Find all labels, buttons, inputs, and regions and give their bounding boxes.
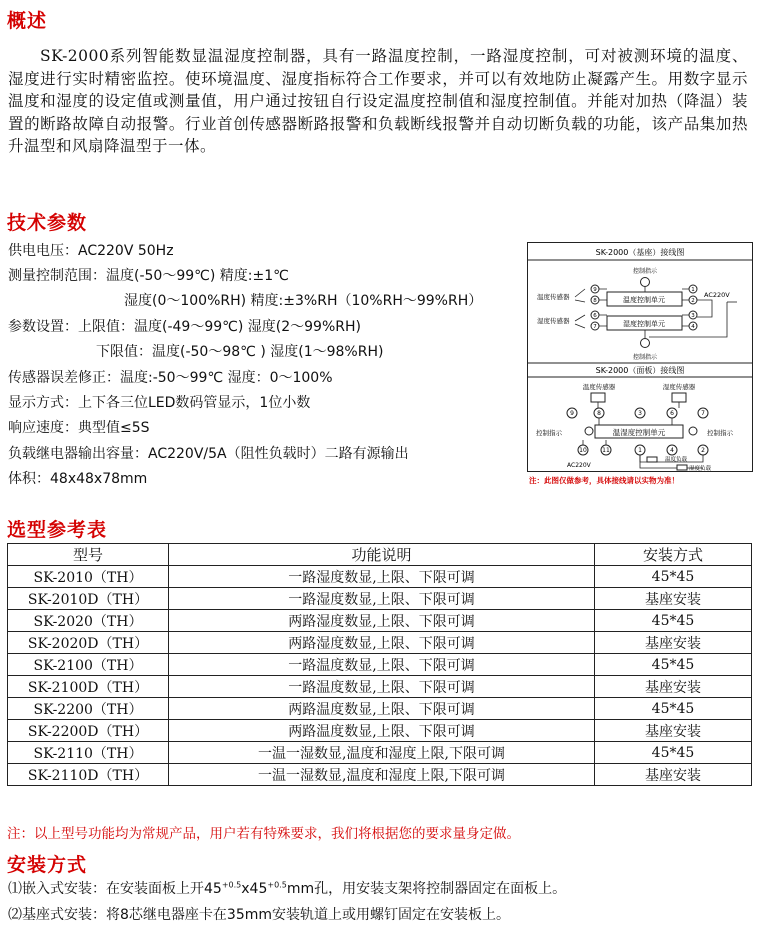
- function-cell: 两路湿度数显,上限、下限可调: [169, 632, 595, 654]
- diagram-hum-sensor-label: 湿度传感器: [537, 317, 570, 325]
- install-cell: 基座安装: [595, 720, 752, 742]
- diagram-control-indicator-bottom: 控制指示: [632, 354, 658, 361]
- model-cell: SK-2110（TH）: [8, 742, 169, 764]
- svg-text:4: 4: [670, 447, 674, 454]
- selection-heading: 选型参考表: [7, 519, 108, 541]
- model-cell: SK-2200D（TH）: [8, 720, 169, 742]
- install-cell: 45*45: [595, 610, 752, 632]
- column-header-function: 功能说明: [169, 544, 595, 566]
- selection-note: 注：以上型号功能均为常规产品，用户若有特殊要求，我们将根据您的要求量身定做。: [7, 826, 520, 842]
- function-cell: 两路温度数显,上限、下限可调: [169, 720, 595, 742]
- svg-text:4: 4: [691, 324, 695, 330]
- table-row: [8, 610, 752, 632]
- diagram-hum-load: 湿度负载: [689, 466, 712, 472]
- install-embed-text-c: mm孔，用安装支架将控制器固定在面板上。: [286, 881, 567, 897]
- column-header-model: 型号: [8, 544, 169, 566]
- install-cell: 基座安装: [595, 632, 752, 654]
- model-cell: SK-2100（TH）: [8, 654, 169, 676]
- install-cell: 45*45: [595, 654, 752, 676]
- column-header-install: 安装方式: [595, 544, 752, 566]
- model-cell: SK-2100D（TH）: [8, 676, 169, 698]
- svg-text:2: 2: [691, 298, 695, 304]
- svg-text:7: 7: [701, 410, 705, 417]
- diagram-panel-hum-sensor: 湿度传感器: [662, 383, 696, 391]
- function-cell: 一路温度数显,上限、下限可调: [169, 654, 595, 676]
- diagram-title-base: SK-2000（基座）接线图: [595, 248, 685, 257]
- diagram-power-base: AC220V: [704, 291, 730, 299]
- table-row: [8, 566, 752, 588]
- indicator-lamp-icon: [641, 278, 650, 287]
- install-base-line: ⑵基座式安装：将8芯继电器座卡在35mm安装轨道上或用螺钉固定在安装板上。: [8, 907, 510, 923]
- diagram-combined-unit: 温湿度控制单元: [612, 428, 666, 437]
- install-cell: 45*45: [595, 566, 752, 588]
- function-cell: 一路温度数显,上限、下限可调: [169, 676, 595, 698]
- install-cell: 45*45: [595, 698, 752, 720]
- model-cell: SK-2010D（TH）: [8, 588, 169, 610]
- svg-text:6: 6: [593, 313, 597, 319]
- diagram-power-panel: AC220V: [567, 462, 591, 469]
- table-row: [8, 588, 752, 610]
- function-cell: 一温一湿数显,温度和湿度上限,下限可调: [169, 742, 595, 764]
- diagram-panel-indicator-left: 控制指示: [536, 429, 562, 437]
- install-cell: 基座安装: [595, 676, 752, 698]
- model-cell: SK-2200（TH）: [8, 698, 169, 720]
- svg-text:9: 9: [570, 410, 574, 417]
- indicator-lamp-icon: [585, 427, 593, 435]
- diagram-temp-load: 温度负载: [665, 457, 688, 463]
- table-row: [8, 632, 752, 654]
- diagram-panel-temp-sensor: 温度传感器: [582, 383, 616, 391]
- spec-param-lower: 下限值：温度(-50～98℃ ) 湿度(1～98%RH): [96, 344, 384, 360]
- spec-range-temp: 测量控制范围：温度(-50～99℃) 精度:±1℃: [8, 268, 289, 284]
- table-row: [8, 764, 752, 786]
- table-row: [8, 742, 752, 764]
- svg-text:6: 6: [670, 410, 674, 417]
- table-row: [8, 720, 752, 742]
- selection-table: [7, 543, 752, 786]
- install-embed-tolerance-1: +0.5: [221, 880, 242, 890]
- table-header-row: [8, 544, 752, 566]
- install-embed-line: [8, 878, 566, 898]
- spec-response: 响应速度：典型值≤5S: [8, 420, 150, 436]
- svg-text:1: 1: [691, 287, 695, 293]
- install-cell: 45*45: [595, 742, 752, 764]
- install-embed-tolerance-2: +0.5: [267, 880, 287, 890]
- table-row: [8, 676, 752, 698]
- model-cell: SK-2020D（TH）: [8, 632, 169, 654]
- spec-range-hum: 湿度(0～100%RH) 精度:±3%RH（10%RH～99%RH）: [124, 293, 483, 309]
- svg-text:11: 11: [602, 447, 610, 454]
- diagram-temp-sensor-label: 温度传感器: [537, 293, 570, 301]
- indicator-lamp-icon: [689, 427, 697, 435]
- svg-text:7: 7: [593, 324, 597, 330]
- function-cell: 两路温度数显,上限、下限可调: [169, 698, 595, 720]
- spec-relay: 负载继电器输出容量：AC220V/5A（阻性负载时）二路有源输出: [8, 446, 409, 462]
- svg-text:3: 3: [691, 313, 695, 319]
- svg-text:10: 10: [579, 447, 587, 454]
- hum-sensor-icon: [672, 393, 686, 402]
- indicator-lamp-icon: [641, 339, 650, 348]
- spec-sensor-fix: 传感器误差修正：温度:-50～99℃ 湿度：0～100%: [8, 370, 333, 386]
- model-cell: SK-2010（TH）: [8, 566, 169, 588]
- function-cell: 一温一湿数显,温度和湿度上限,下限可调: [169, 764, 595, 786]
- function-cell: 两路湿度数显,上限、下限可调: [169, 610, 595, 632]
- install-heading: 安装方式: [7, 854, 88, 876]
- temp-sensor-icon: [591, 393, 605, 402]
- overview-paragraph: SK-2000系列智能数显温湿度控制器，具有一路温度控制，一路湿度控制，可对被测环境的温度、湿度进行实时精密监控。使环境温度、湿度指标符合工作要求，并可以有效地防止凝露产生。用数字显示温度和湿度的设定值或测量值，用户通过按钮自行设定温度控制值和湿度控制值。并能对加热（降温）装置的断路故障自动报警。行业首创传感器断路报警和负载断线报警并自动切断负载的功能，该产品集加热升温型和风扇降温型于一体。: [8, 47, 748, 155]
- svg-text:9: 9: [593, 287, 597, 293]
- overview-heading: 概述: [7, 10, 48, 32]
- install-cell: 基座安装: [595, 588, 752, 610]
- model-cell: SK-2020（TH）: [8, 610, 169, 632]
- spec-size: 体积：48x48x78mm: [8, 471, 148, 487]
- install-cell: 基座安装: [595, 764, 752, 786]
- spec-power: 供电电压：AC220V 50Hz: [8, 243, 174, 259]
- diagram-hum-unit: 湿度控制单元: [623, 320, 665, 328]
- wiring-diagram: [527, 242, 753, 488]
- diagram-temp-unit: 温度控制单元: [623, 296, 665, 304]
- model-cell: SK-2110D（TH）: [8, 764, 169, 786]
- diagram-panel-indicator-right: 控制指示: [707, 429, 733, 437]
- diagram-control-indicator-top: 控制指示: [632, 268, 658, 275]
- diagram-note: 注：此图仅做参考，具体接线请以实物为准！: [529, 476, 679, 485]
- function-cell: 一路湿度数显,上限、下限可调: [169, 566, 595, 588]
- table-row: [8, 698, 752, 720]
- svg-text:8: 8: [597, 410, 601, 417]
- specs-heading: 技术参数: [7, 212, 88, 234]
- function-cell: 一路湿度数显,上限、下限可调: [169, 588, 595, 610]
- install-embed-text-a: ⑴嵌入式安装：在安装面板上开45: [8, 881, 222, 897]
- install-embed-text-b: x45: [241, 881, 268, 897]
- spec-param-upper: 参数设置：上限值：温度(-49～99℃) 湿度(2～99%RH): [8, 319, 361, 335]
- svg-text:3: 3: [638, 410, 642, 417]
- spec-display: 显示方式：上下各三位LED数码管显示，1位小数: [8, 395, 311, 411]
- table-row: [8, 654, 752, 676]
- svg-text:8: 8: [593, 298, 597, 304]
- svg-text:2: 2: [701, 447, 705, 454]
- diagram-title-panel: SK-2000（面板）接线图: [595, 366, 685, 375]
- svg-text:1: 1: [638, 447, 642, 454]
